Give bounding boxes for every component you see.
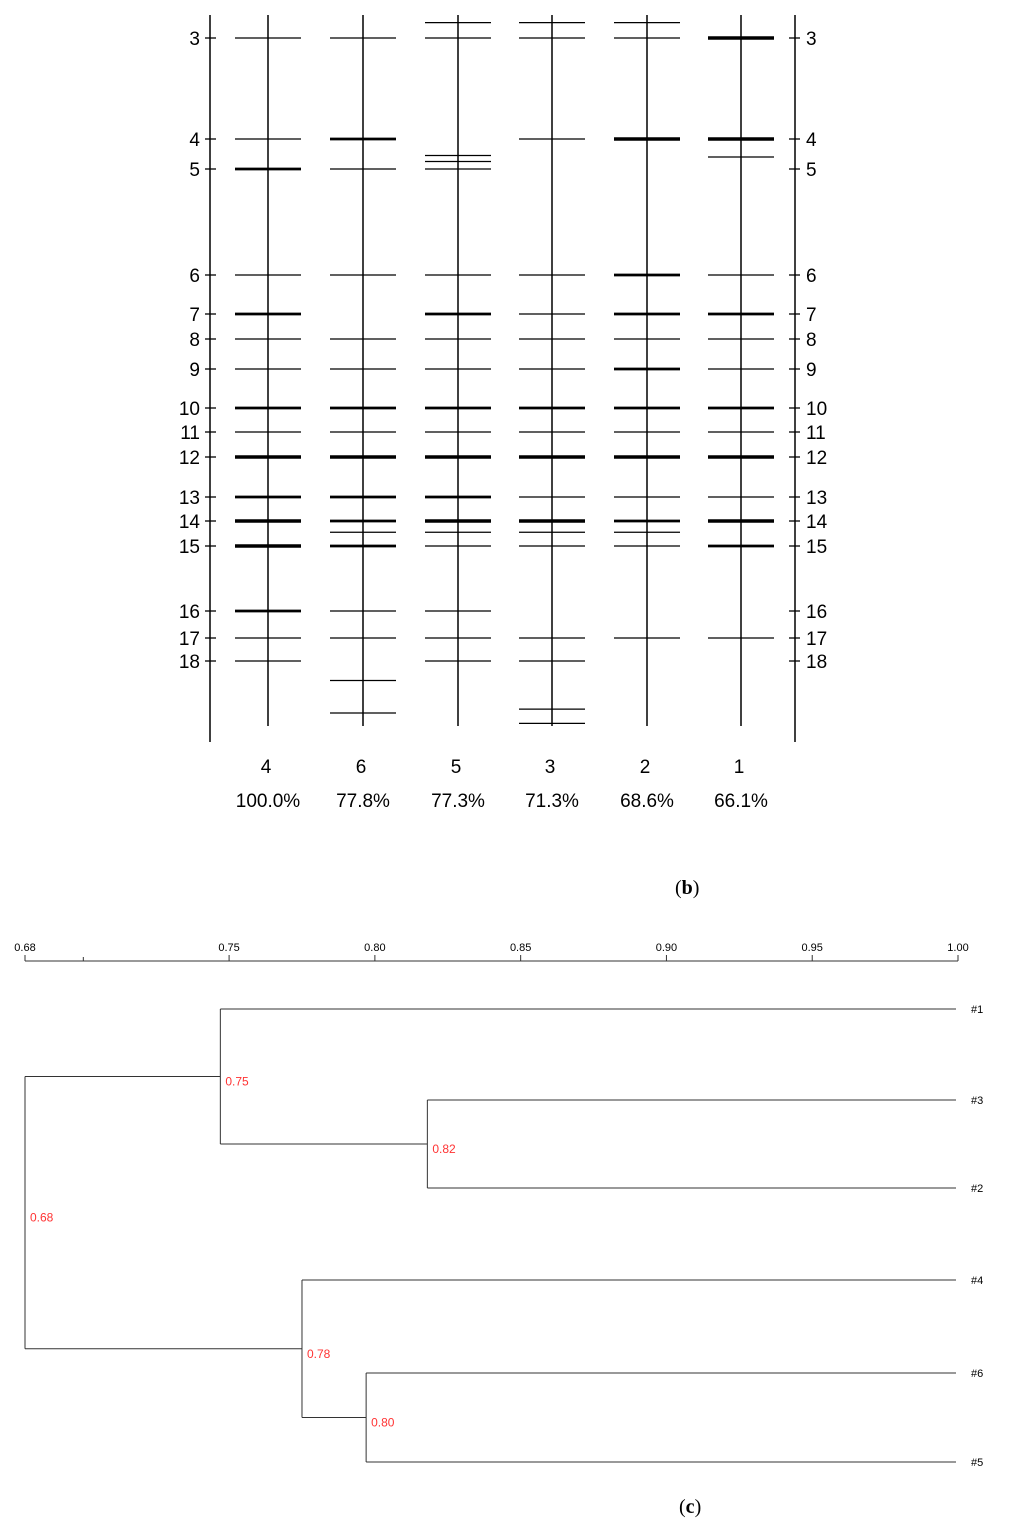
- node-similarity-label: 0.82: [432, 1142, 456, 1156]
- node-similarity-label: 0.80: [371, 1415, 395, 1430]
- left-band-label: 4: [189, 130, 200, 151]
- right-band-label: 17: [806, 629, 828, 650]
- left-band-label: 5: [189, 160, 200, 181]
- lane-4: [235, 15, 301, 812]
- right-band-label: 14: [806, 512, 828, 533]
- leaf-label: #3: [971, 1095, 984, 1107]
- leaf-label: #1: [971, 1004, 984, 1016]
- left-band-axis: [179, 15, 216, 742]
- right-band-label: 8: [806, 330, 817, 351]
- left-band-label: 18: [178, 652, 200, 673]
- lane-name: 4: [260, 757, 272, 778]
- node-similarity-label: 0.68: [30, 1210, 54, 1225]
- left-band-label: 13: [178, 488, 200, 509]
- left-band-label: 14: [178, 512, 200, 533]
- lane-similarity: 77.8%: [336, 791, 390, 812]
- lane-6: [330, 15, 396, 812]
- right-band-label: 4: [806, 130, 817, 151]
- lane-1: [708, 15, 774, 812]
- lane-similarity: 100.0%: [235, 791, 301, 812]
- lane-name: 1: [733, 757, 745, 778]
- lane-2: [614, 15, 680, 812]
- right-band-label: 15: [806, 537, 828, 558]
- right-band-label: 9: [806, 360, 817, 381]
- left-band-label: 3: [189, 29, 200, 50]
- right-band-label: 10: [806, 399, 828, 420]
- panel-b-label: (b): [675, 877, 700, 899]
- left-band-label: 15: [178, 537, 200, 558]
- right-band-label: 11: [806, 423, 826, 444]
- left-band-label: 7: [189, 305, 200, 326]
- lane-similarity: 71.3%: [525, 791, 579, 812]
- right-band-label: 6: [806, 266, 817, 287]
- lane-5: [425, 15, 491, 812]
- leaf-label: #4: [971, 1275, 984, 1287]
- right-band-label: 12: [806, 448, 828, 469]
- node-similarity-label: 0.78: [306, 1346, 331, 1361]
- right-band-axis: [789, 15, 828, 742]
- axis-tick-label: 0.75: [218, 942, 240, 954]
- dendrogram-tree: [25, 1004, 983, 1469]
- lane-similarity: 68.6%: [620, 791, 674, 812]
- gel-lanes: [235, 15, 774, 812]
- left-band-label: 8: [189, 330, 200, 351]
- left-band-label: 12: [178, 448, 200, 469]
- right-band-label: 3: [806, 29, 817, 50]
- left-band-label: 11: [180, 423, 200, 444]
- axis-tick-label: 0.80: [364, 942, 386, 954]
- right-band-label: 7: [806, 305, 817, 326]
- leaf-label: #5: [971, 1457, 984, 1469]
- left-band-label: 16: [178, 602, 200, 623]
- right-band-label: 16: [806, 602, 828, 623]
- axis-tick-label: 0.95: [801, 942, 823, 954]
- axis-tick-label: 0.68: [14, 942, 36, 954]
- axis-tick-label: 0.90: [655, 942, 678, 954]
- panel-c-label: (c): [679, 1496, 702, 1518]
- lane-name: 2: [639, 757, 651, 778]
- left-band-label: 9: [189, 360, 200, 381]
- axis-tick-label: 1.00: [947, 942, 969, 954]
- similarity-axis: [14, 942, 968, 961]
- lane-similarity: 66.1%: [714, 791, 768, 812]
- right-band-label: 18: [806, 652, 828, 673]
- node-similarity-label: 0.75: [225, 1074, 249, 1089]
- left-band-label: 17: [178, 629, 200, 650]
- right-band-label: 13: [806, 488, 828, 509]
- left-band-label: 6: [189, 266, 200, 287]
- axis-tick-label: 0.85: [509, 942, 532, 954]
- leaf-label: #6: [971, 1368, 984, 1380]
- lane-name: 3: [544, 757, 556, 778]
- lane-name: 5: [450, 757, 462, 778]
- lane-3: [519, 15, 585, 812]
- left-band-label: 10: [178, 399, 200, 420]
- right-band-label: 5: [806, 160, 817, 181]
- lane-similarity: 77.3%: [431, 791, 485, 812]
- leaf-label: #2: [971, 1183, 984, 1195]
- lane-name: 6: [355, 757, 367, 778]
- dendrogram: [0, 930, 1010, 1490]
